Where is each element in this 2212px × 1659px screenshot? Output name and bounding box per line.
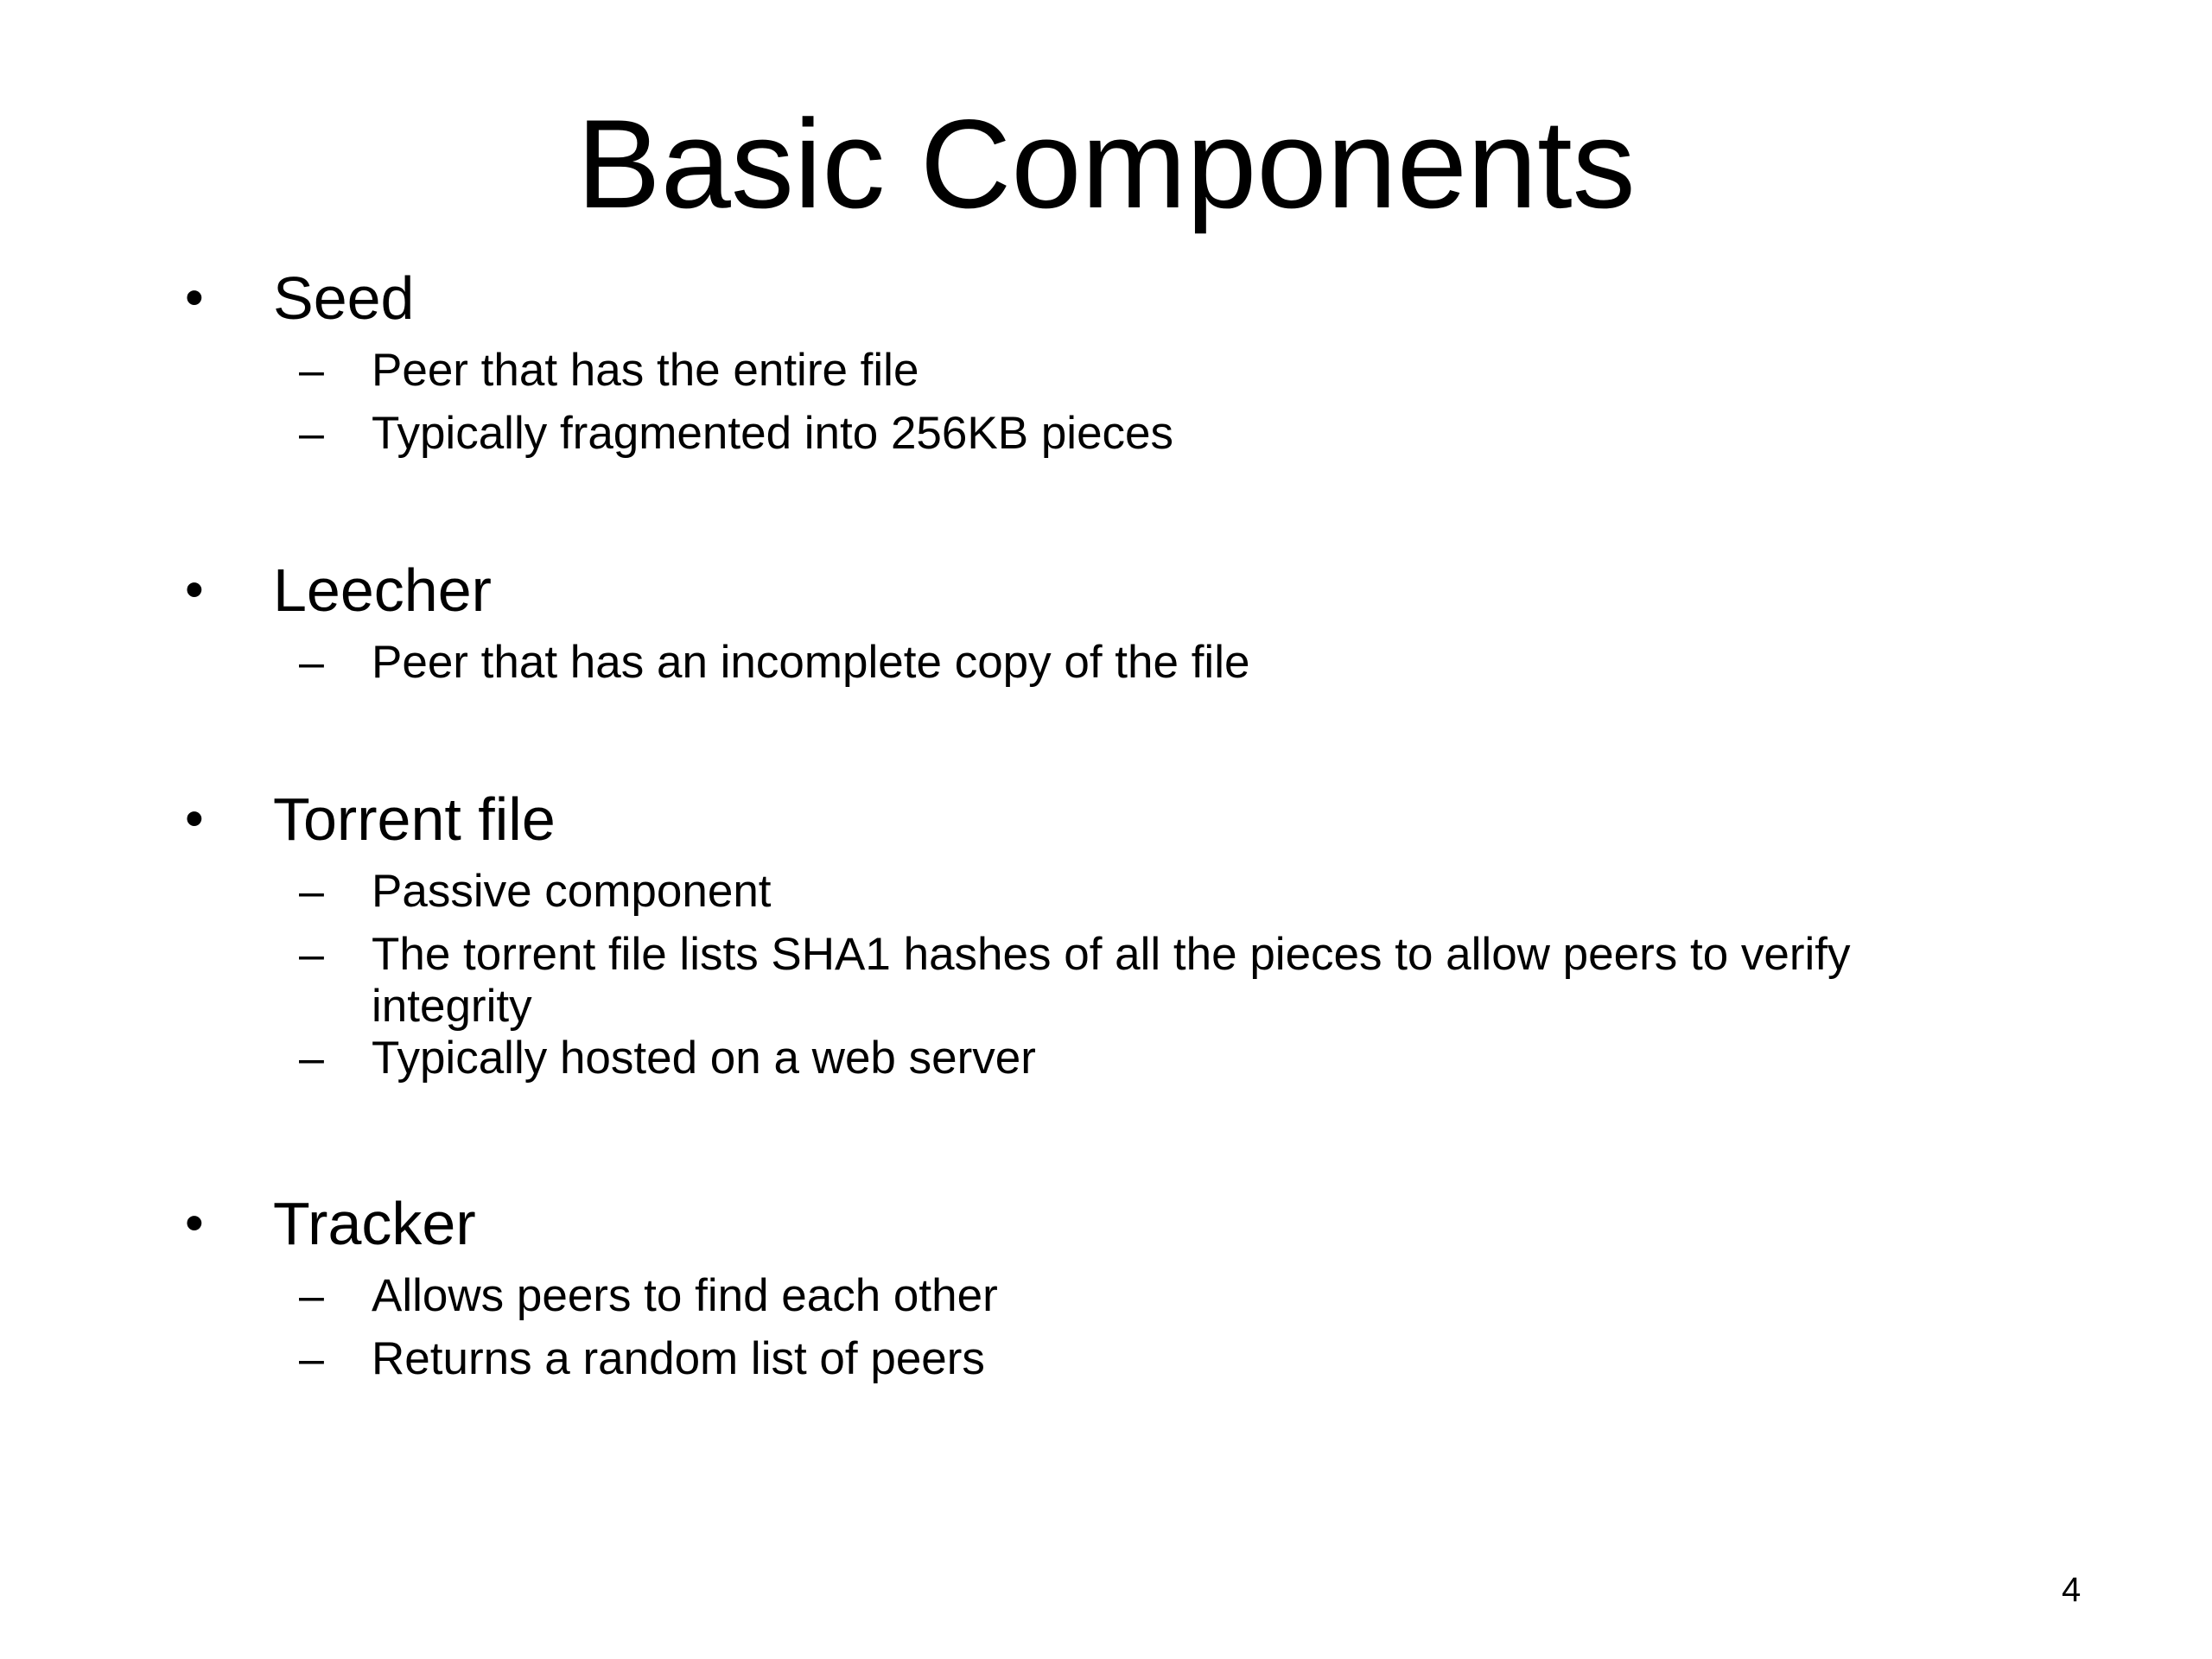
list-item-text: Returns a random list of peers [372,1333,985,1384]
dash-icon: – [299,1271,324,1321]
list-item [0,637,2212,700]
bullet-icon: • [185,1193,204,1253]
section-heading: Leecher [273,556,492,624]
bullet-icon: • [185,560,204,620]
bullet-icon: • [185,789,204,849]
list-item [0,408,2212,471]
list-item [0,345,2212,408]
list-item-text: Allows peers to find each other [372,1270,998,1321]
dash-icon: – [299,1033,324,1084]
list-item-text: Passive component [372,866,772,917]
list-item-text: Typically fragmented into 256KB pieces [372,408,1174,459]
list-item [0,866,2212,929]
sub-list [0,866,2212,1096]
page-number: 4 [2062,1571,2082,1609]
dash-icon: – [299,930,324,980]
sub-list [0,637,2212,700]
list-item [0,1270,2212,1333]
slide-title: Basic Components [576,93,1636,234]
section-heading: Tracker [273,1190,476,1257]
list-item [0,929,2212,1033]
dash-icon: – [299,346,324,396]
dash-icon: – [299,638,324,688]
list-item-text: The torrent file lists SHA1 hashes of all the pieces to allow peers to verify integrity [372,929,1851,1032]
list-item-text: Peer that has an incomplete copy of the file [372,637,1250,688]
list-item-text: Typically hosted on a web server [372,1033,1036,1084]
dash-icon: – [299,409,324,459]
sub-list [0,345,2212,471]
sub-list [0,1270,2212,1396]
section-heading: Seed [273,264,415,332]
dash-icon: – [299,1334,324,1384]
list-item-text: Peer that has the entire file [372,345,919,396]
list-item [0,1033,2212,1096]
dash-icon: – [299,867,324,917]
section-heading: Torrent file [273,785,556,853]
list-item [0,1333,2212,1396]
bullet-icon: • [185,268,204,327]
